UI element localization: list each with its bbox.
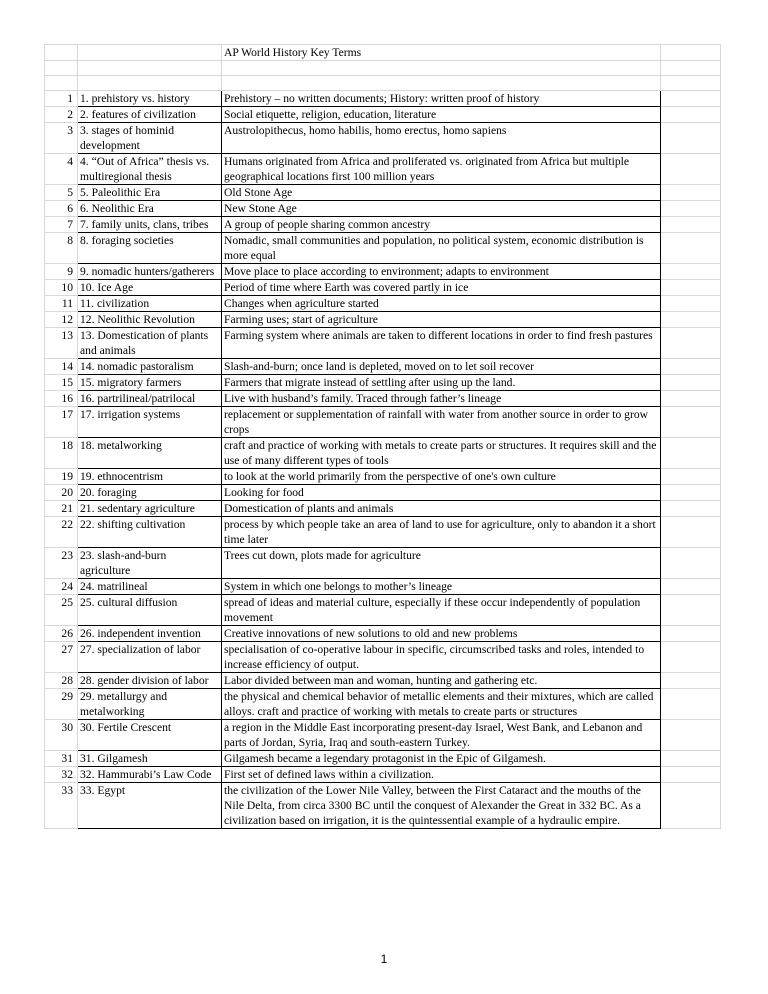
term-cell: 33. Egypt	[78, 783, 222, 829]
empty-cell	[661, 154, 721, 185]
table-row	[45, 689, 721, 720]
term-cell: 26. independent invention	[78, 626, 222, 642]
definition-cell: Old Stone Age	[222, 185, 661, 201]
table-row	[45, 767, 721, 783]
empty-cell	[661, 438, 721, 469]
row-number: 10	[45, 280, 78, 296]
table-row	[45, 296, 721, 312]
table-row	[45, 328, 721, 359]
empty-cell	[661, 720, 721, 751]
term-cell: 17. irrigation systems	[78, 407, 222, 438]
row-number: 1	[45, 91, 78, 107]
spreadsheet-page	[44, 44, 721, 829]
table-row	[45, 123, 721, 154]
row-number: 23	[45, 548, 78, 579]
table-row	[45, 517, 721, 548]
term-cell: 3. stages of hominid development	[78, 123, 222, 154]
definition-cell: First set of defined laws within a civilization.	[222, 767, 661, 783]
table-row	[45, 642, 721, 673]
blank-row	[45, 61, 721, 76]
empty-cell	[661, 359, 721, 375]
term-cell: 13. Domestication of plants and animals	[78, 328, 222, 359]
definition-cell: a region in the Middle East incorporating present-day Israel, West Bank, and Lebanon and parts of Jordan, Syria, Iraq and south-eastern Turkey.	[222, 720, 661, 751]
table-row	[45, 783, 721, 829]
term-cell: 22. shifting cultivation	[78, 517, 222, 548]
empty-cell	[661, 673, 721, 689]
definition-cell: spread of ideas and material culture, especially if these occur independently of population movement	[222, 595, 661, 626]
term-cell: 2. features of civilization	[78, 107, 222, 123]
term-cell: 30. Fertile Crescent	[78, 720, 222, 751]
row-number: 25	[45, 595, 78, 626]
empty-cell	[661, 217, 721, 233]
definition-cell: the physical and chemical behavior of metallic elements and their mixtures, which are called alloys. craft and practice of working with metals to create parts or structures	[222, 689, 661, 720]
page-number: 1	[380, 952, 388, 966]
empty-cell	[661, 751, 721, 767]
row-number: 27	[45, 642, 78, 673]
definition-cell: Farming uses; start of agriculture	[222, 312, 661, 328]
term-cell: 12. Neolithic Revolution	[78, 312, 222, 328]
row-number: 2	[45, 107, 78, 123]
definition-cell: Prehistory – no written documents; History: written proof of history	[222, 91, 661, 107]
table-row	[45, 217, 721, 233]
row-number: 17	[45, 407, 78, 438]
empty-cell	[661, 312, 721, 328]
definition-cell: A group of people sharing common ancestry	[222, 217, 661, 233]
term-cell: 27. specialization of labor	[78, 642, 222, 673]
term-cell: 28. gender division of labor	[78, 673, 222, 689]
empty-cell	[661, 485, 721, 501]
definition-cell: Farming system where animals are taken to different locations in order to find fresh pastures	[222, 328, 661, 359]
row-number: 16	[45, 391, 78, 407]
row-number: 14	[45, 359, 78, 375]
table-row	[45, 375, 721, 391]
definition-cell: Changes when agriculture started	[222, 296, 661, 312]
term-cell: 19. ethnocentrism	[78, 469, 222, 485]
definition-cell: Austrolopithecus, homo habilis, homo erectus, homo sapiens	[222, 123, 661, 154]
term-cell: 31. Gilgamesh	[78, 751, 222, 767]
row-number: 18	[45, 438, 78, 469]
definition-cell: Period of time where Earth was covered partly in ice	[222, 280, 661, 296]
term-cell: 29. metallurgy and metalworking	[78, 689, 222, 720]
definition-cell: Social etiquette, religion, education, literature	[222, 107, 661, 123]
row-number: 4	[45, 154, 78, 185]
term-cell: 16. partrilineal/patrilocal	[78, 391, 222, 407]
table-row	[45, 626, 721, 642]
definition-cell: Trees cut down, plots made for agriculture	[222, 548, 661, 579]
empty-cell	[78, 45, 222, 61]
row-number: 13	[45, 328, 78, 359]
table-row	[45, 107, 721, 123]
row-number: 6	[45, 201, 78, 217]
row-number: 26	[45, 626, 78, 642]
empty-cell	[661, 45, 721, 61]
table-row	[45, 91, 721, 107]
row-number: 20	[45, 485, 78, 501]
table-row	[45, 407, 721, 438]
empty-cell	[661, 579, 721, 595]
row-number-cell	[45, 45, 78, 61]
empty-cell	[661, 517, 721, 548]
row-number: 31	[45, 751, 78, 767]
definition-cell: System in which one belongs to mother’s lineage	[222, 579, 661, 595]
term-cell: 8. foraging societies	[78, 233, 222, 264]
table-row	[45, 469, 721, 485]
term-cell: 7. family units, clans, tribes	[78, 217, 222, 233]
empty-cell	[661, 328, 721, 359]
row-number: 32	[45, 767, 78, 783]
empty-cell	[661, 642, 721, 673]
empty-cell	[661, 280, 721, 296]
empty-cell	[661, 689, 721, 720]
term-cell: 23. slash-and-burn agriculture	[78, 548, 222, 579]
table-row	[45, 501, 721, 517]
table-row	[45, 201, 721, 217]
term-cell: 11. civilization	[78, 296, 222, 312]
definition-cell: Labor divided between man and woman, hunting and gathering etc.	[222, 673, 661, 689]
definition-cell: Farmers that migrate instead of settling after using up the land.	[222, 375, 661, 391]
row-number: 24	[45, 579, 78, 595]
table-row	[45, 751, 721, 767]
row-number: 9	[45, 264, 78, 280]
definition-cell: to look at the world primarily from the perspective of one's own culture	[222, 469, 661, 485]
definition-cell: process by which people take an area of land to use for agriculture, only to abandon it a short time later	[222, 517, 661, 548]
definition-cell: Slash-and-burn; once land is depleted, moved on to let soil recover	[222, 359, 661, 375]
empty-cell	[661, 626, 721, 642]
empty-cell	[661, 375, 721, 391]
table-row	[45, 359, 721, 375]
definition-cell: Domestication of plants and animals	[222, 501, 661, 517]
row-number: 28	[45, 673, 78, 689]
row-number: 22	[45, 517, 78, 548]
definition-cell: Creative innovations of new solutions to old and new problems	[222, 626, 661, 642]
row-number: 3	[45, 123, 78, 154]
table-row	[45, 595, 721, 626]
empty-cell	[661, 783, 721, 829]
table-row	[45, 548, 721, 579]
table-row	[45, 579, 721, 595]
document-title: AP World History Key Terms	[222, 45, 661, 61]
row-number: 7	[45, 217, 78, 233]
empty-cell	[661, 501, 721, 517]
empty-cell	[661, 123, 721, 154]
table-row	[45, 673, 721, 689]
empty-cell	[661, 107, 721, 123]
row-number: 21	[45, 501, 78, 517]
table-row	[45, 438, 721, 469]
term-cell: 9. nomadic hunters/gatherers	[78, 264, 222, 280]
row-number: 11	[45, 296, 78, 312]
row-number: 19	[45, 469, 78, 485]
definition-cell: replacement or supplementation of rainfall with water from another source in order to grow crops	[222, 407, 661, 438]
row-number: 29	[45, 689, 78, 720]
empty-cell	[661, 407, 721, 438]
definition-cell: Gilgamesh became a legendary protagonist in the Epic of Gilgamesh.	[222, 751, 661, 767]
definition-cell: Humans originated from Africa and proliferated vs. originated from Africa but multiple geographical locations first 100 million years	[222, 154, 661, 185]
empty-cell	[661, 264, 721, 280]
empty-cell	[661, 233, 721, 264]
table-row	[45, 485, 721, 501]
empty-cell	[661, 767, 721, 783]
definition-cell: Move place to place according to environment; adapts to environment	[222, 264, 661, 280]
term-cell: 4. “Out of Africa” thesis vs. multiregional thesis	[78, 154, 222, 185]
empty-cell	[661, 91, 721, 107]
definition-cell: specialisation of co-operative labour in specific, circumscribed tasks and roles, intended to increase efficiency of output.	[222, 642, 661, 673]
title-row	[45, 45, 721, 61]
row-number: 33	[45, 783, 78, 829]
term-cell: 1. prehistory vs. history	[78, 91, 222, 107]
row-number: 12	[45, 312, 78, 328]
term-cell: 10. Ice Age	[78, 280, 222, 296]
table-row	[45, 720, 721, 751]
empty-cell	[661, 185, 721, 201]
definition-cell: Nomadic, small communities and population, no political system, economic distribution is more equal	[222, 233, 661, 264]
empty-cell	[661, 595, 721, 626]
empty-cell	[661, 391, 721, 407]
definition-cell: Looking for food	[222, 485, 661, 501]
row-number: 5	[45, 185, 78, 201]
term-cell: 5. Paleolithic Era	[78, 185, 222, 201]
table-row	[45, 391, 721, 407]
term-cell: 24. matrilineal	[78, 579, 222, 595]
table-row	[45, 185, 721, 201]
table-row	[45, 264, 721, 280]
definition-cell: craft and practice of working with metals to create parts or structures. It requires skill and the use of many different types of tools	[222, 438, 661, 469]
row-number: 15	[45, 375, 78, 391]
term-cell: 15. migratory farmers	[78, 375, 222, 391]
blank-row	[45, 76, 721, 91]
empty-cell	[661, 548, 721, 579]
row-number: 30	[45, 720, 78, 751]
term-cell: 20. foraging	[78, 485, 222, 501]
table-row	[45, 233, 721, 264]
term-cell: 6. Neolithic Era	[78, 201, 222, 217]
definition-cell: Live with husband’s family. Traced through father’s lineage	[222, 391, 661, 407]
empty-cell	[661, 296, 721, 312]
empty-cell	[661, 201, 721, 217]
table-row	[45, 280, 721, 296]
key-terms-table	[44, 44, 721, 829]
table-row	[45, 312, 721, 328]
term-cell: 14. nomadic pastoralism	[78, 359, 222, 375]
definition-cell: New Stone Age	[222, 201, 661, 217]
term-cell: 25. cultural diffusion	[78, 595, 222, 626]
table-row	[45, 154, 721, 185]
definition-cell: the civilization of the Lower Nile Valley, between the First Cataract and the mouths of the Nile Delta, from circa 3300 BC until the conquest of Alexander the Great in 332 BC. As a civilization based on irrigation, it is the quintessential example of a hydraulic empire.	[222, 783, 661, 829]
empty-cell	[661, 469, 721, 485]
term-cell: 21. sedentary agriculture	[78, 501, 222, 517]
term-cell: 18. metalworking	[78, 438, 222, 469]
term-cell: 32. Hammurabi’s Law Code	[78, 767, 222, 783]
row-number: 8	[45, 233, 78, 264]
